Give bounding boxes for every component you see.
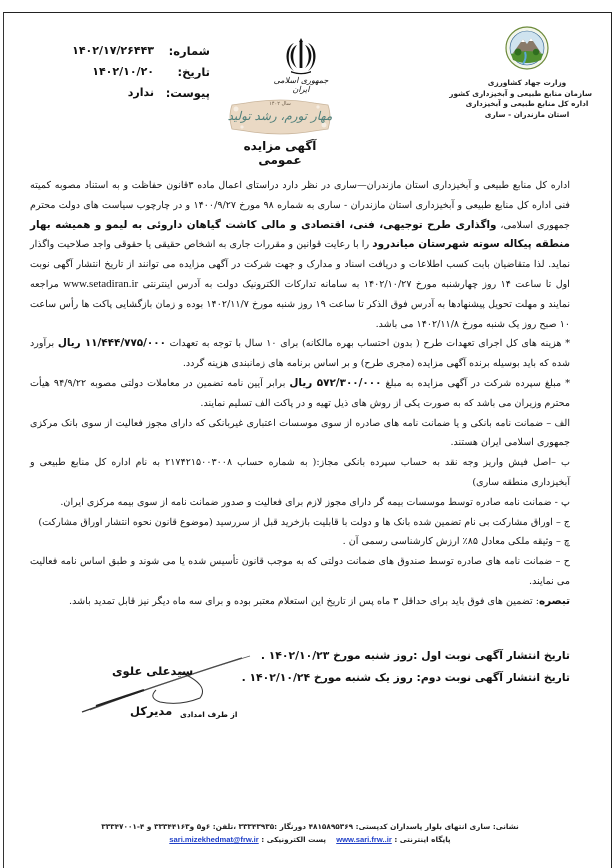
letter-date-row — [40, 61, 210, 82]
document-footer — [60, 820, 560, 846]
letter-date-value: ۱۴۰۲/۱۰/۲۰ — [92, 65, 154, 78]
cost-paragraph — [30, 334, 570, 374]
cost-text-2: برآورد شده که باید بوسیله برنده آگهی مزایده (مجری طرح) و بر اساس برنامه های زمانبندی هزینه گردد. — [30, 338, 570, 370]
footer-email-link[interactable]: sari.mizekhedmat@frw.ir — [169, 835, 259, 844]
note-label: تبصره — [539, 594, 570, 607]
deposit-text-2: برابر آیین نامه تضمین در معاملات دولتی مصوبه ۹۴/۹/۲۲ هیأت محترم وزیران می باشد که به صورت یکی از روش های ذیل تهیه و در پاکت الف تسلیم نمایند. — [30, 377, 570, 409]
guarantee-item-che: چ – وثیقه ملکی معادل ۸۵٪ ارزش کارشناسی رسمی آن . — [342, 536, 570, 548]
cost-text-1: * هزینه های کل اجرای تعهدات طرح ( بدون احتساب بهره مالکانه) برای ۱۰ سال با توجه به تعهدات — [169, 338, 570, 350]
signature-block — [60, 650, 260, 740]
slogan-text: مهار تورم، رشد تولید — [227, 109, 333, 123]
intro-paragraph — [30, 176, 570, 334]
letter-attachment-row — [40, 82, 210, 103]
org-province: استان مازندران - ساری — [484, 109, 570, 119]
document-title: آگهی مزایده عمومی — [243, 139, 317, 167]
project-title: واگذاری طرح توجیهی، فنی، اقتصادی و مالی کاشت گیاهان داروئی به لیمو و همیشه بهار منطقه پیکاله سوته شهرستان میاندرود — [30, 218, 570, 251]
letter-number-label: شماره: — [168, 43, 210, 58]
announcement-body — [30, 176, 570, 612]
guarantee-item-jim: ج – اوراق مشارکت بی نام تضمین شده بانک ها و دولت با قابلیت بازخرید قبل از سررسید (موضوع قانون نحوه انتشار اوراق مشارکت) — [38, 516, 570, 528]
deposit-text-1: * مبلغ سپرده شرکت در آگهی مزایده به مبلغ — [385, 377, 570, 389]
footer-email-label: پست الکترونیکی : — [261, 835, 327, 844]
natural-resources-logo-icon — [505, 26, 549, 70]
guarantee-item-pe: پ - ضمانت نامه صادره توسط موسسات بیمه گر دارای مجوز لازم برای فعالیت و صدور ضمانت نامه از سوی بیمه مرکزی ایران. — [60, 496, 570, 508]
signatory-name: سیدعلی علوی — [112, 664, 194, 678]
note-text: : تضمین های فوق باید برای حداقل ۳ ماه پس از تاریخ این استعلام معتبر بوده و برای سه ماه دیگر نیز قابل تمدید باشد. — [69, 595, 540, 607]
second-publication-date: تاریخ انتشار آگهی نوبت دوم: روز یک شنبه مورخ ۱۴۰۲/۱۰/۲۴ . — [241, 671, 570, 684]
intro-text-3: مراجعه نمایند و مهلت تحویل پیشنهادها به آدرس فوق الذکر تا ساعت ۱۹ روز شنبه مورخ ۱۴۰۲/۱۱/۷ بوده و زمان بازگشایی پاکت ها رأس ساعت ۱۰ صبح روز یک شنبه مورخ ۱۴۰۲/۱۱/۸ می باشد. — [30, 278, 570, 330]
letter-number-value: ۱۴۰۲/۱۷/۲۶۴۴۳ — [72, 44, 154, 57]
crest-caption: جمهوری اسلامی ایران — [273, 76, 329, 94]
cost-amount: ۱۱/۴۴۴/۷۷۵/۰۰۰ ریال — [57, 337, 166, 350]
letter-attachment-value: ندارد — [127, 86, 154, 99]
organization-header — [449, 26, 592, 120]
publication-dates — [238, 645, 570, 689]
org-ministry: وزارت جهاد کشاورزی — [487, 78, 567, 87]
guarantee-item-alef: الف – ضمانت نامه بانکی و یا ضمانت نامه های صادره از سوی موسسات اعتباری غیربانکی که دارای مجوز فعالیت از سوی بانک مرکزی جمهوری اسلامی ایران هستند. — [30, 417, 570, 449]
signatory-on-behalf: از طرف امدادی — [180, 710, 238, 719]
letter-attachment-label: پیوست: — [165, 85, 210, 100]
footer-website-label: پایگاه اینترنتی : — [394, 835, 451, 844]
note-paragraph — [30, 592, 570, 612]
slogan-year: سال ۱۴۰۲ — [269, 101, 291, 107]
guarantee-item-he: ح – ضمانت نامه های صادره توسط صندوق های ضمانت دولتی که به موجب قانون تأسیس شده یا می شوند و طبق اساس نامه فعالیت می نمایند. — [30, 556, 570, 587]
intro-text-1: اداره کل منابع طبیعی و آبخیزداری استان مازندران—ساری در نظر دارد دراستای اعمال ماده ۳قانون حفاظت و به استناد مصوبه کمیته فنی اداره کل منابع طبیعی و آبخیزداری استان مازندران - ساری به شماره ۹۸ مورخ ۱۴۰۰/۹/۲۷ و در چارچوب سیاست های دولت محترم جمهوری اسلامی، — [30, 180, 570, 231]
letter-number-row — [40, 40, 210, 61]
deposit-amount: ۵۷۲/۳۰۰/۰۰۰ ریال — [289, 376, 382, 389]
iran-crest — [266, 36, 336, 94]
guarantee-item-be: ب –اصل فیش واریز وجه نقد به حساب سپرده بانکی مجاز:( به شماره حساب ۲۱۷۴۲۱۵۰۰۳۰۰۸ به نام اداره کل منابع طبیعی و آبخیزداری منطقه ساری) — [30, 457, 570, 488]
footer-contacts — [60, 833, 560, 846]
first-publication-date: تاریخ انتشار آگهی نوبت اول :روز شنبه مورخ ۱۴۰۲/۱۰/۲۳ . — [260, 649, 570, 662]
letter-meta — [40, 40, 210, 103]
org-general-office: اداره کل منابع طبیعی و آبخیزداری — [465, 99, 589, 108]
setadiran-link[interactable]: www.setadiran.ir — [63, 277, 139, 290]
footer-website-link[interactable]: www.sari.frw..ir — [336, 835, 392, 844]
signatory-role: مدیرکل — [130, 704, 173, 718]
deposit-paragraph — [30, 374, 570, 414]
footer-address: نشانی: ساری انتهای بلوار پاسداران کدپستی: ۴۸۱۵۸۹۵۳۶۹ دورنگار :۳۳۳۴۳۹۳۵ ،تلفن: ۶و۵ و۳۳۳۴۴۱۶۳ و ۴-۳۳۳۴۷۰۰۱ — [101, 822, 519, 831]
intro-text-2: را با رعایت قوانین و مقررات جاری به اشخاص حقیقی یا حقوقی واجد صلاحیت واگذار نماید. لذا متقاضیان بابت کسب اطلاعات و دریافت اسناد و مدارک و جهت شرکت در آگهی مزایده می توانند از تاریخ انتشار آگهی نوبت اول تا ساعت ۱۴ روز چهارشنبه مورخ ۱۴۰۲/۱۰/۲۷ به سامانه تدارکات الکترونیک دولت به آدرس اینترنتی — [30, 239, 570, 290]
iran-emblem-icon — [283, 36, 319, 76]
year-slogan-banner — [226, 97, 334, 137]
letter-date-label: تاریخ: — [177, 64, 210, 79]
org-national-agency: سازمان منابع طبیعی و آبخیزداری کشور — [449, 88, 592, 98]
